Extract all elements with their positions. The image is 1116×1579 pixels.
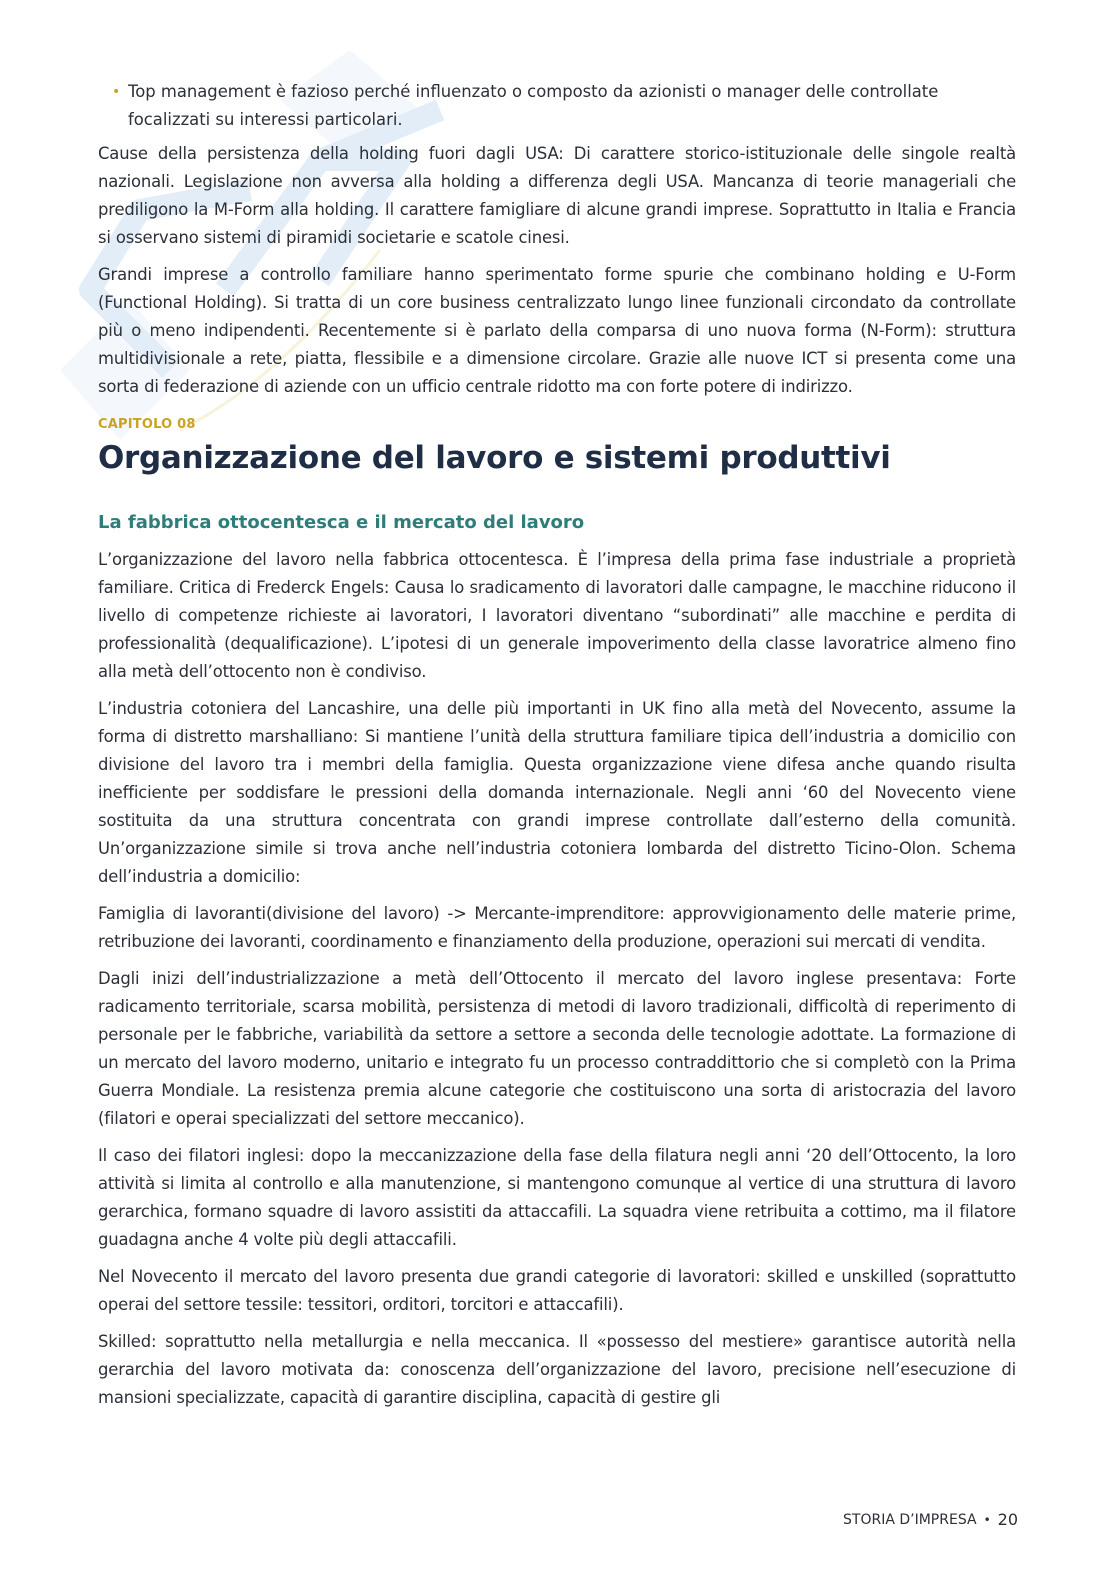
footer-separator: • bbox=[983, 1512, 991, 1527]
page-number: 20 bbox=[997, 1510, 1018, 1529]
body-paragraph: Nel Novecento il mercato del lavoro presenta due grandi categorie di lavoratori: skilled e unskilled (soprattutto operai del settore tessile: tessitori, orditori, torcitori e attaccafili). bbox=[98, 1267, 1016, 1314]
body-paragraph: Cause della persistenza della holding fuori dagli USA: Di carattere storico-istituzionale delle singole realtà nazionali. Legislazione non avversa alla holding a differenza degli USA. Mancanza di teorie manageriali che prediligono la M-Form alla holding. Il carattere famigliare di alcune grandi imprese. Soprattutto in Italia e Francia si osservano sistemi di piramidi societarie e scatole cinesi. bbox=[98, 144, 1016, 247]
body-paragraph: Grandi imprese a controllo familiare hanno sperimentato forme spurie che combinano holding e U-Form (Functional Holding). Si tratta di un core business centralizzato lungo linee funzionali circondato da controllate più o meno indipendenti. Recentemente si è parlato della comparsa di uno nuova forma (N-Form): struttura multidivisionale a rete, piatta, flessibile e a dimensione circolare. Grazie alle nuove ICT si presenta come una sorta di federazione di aziende con un ufficio centrale ridotto ma con forte potere di indirizzo. bbox=[98, 265, 1016, 396]
document-page bbox=[98, 78, 1016, 1421]
bullet-text: Top management è fazioso perché influenzato o composto da azionisti o manager delle controllate focalizzati su interessi particolari. bbox=[128, 82, 939, 129]
chapter-label: CAPITOLO 08 bbox=[98, 417, 196, 432]
body-paragraph: Skilled: soprattutto nella metallurgia e nella meccanica. Il «possesso del mestiere» garantisce autorità nella gerarchia del lavoro motivata da: conoscenza dell’organizzazione del lavoro, precisione nell’esecuzione di mansioni specializzate, capacità di garantire disciplina, capacità di gestire gli bbox=[98, 1332, 1016, 1407]
bullet-dot-icon: • bbox=[112, 84, 121, 100]
section-title: La fabbrica ottocentesca e il mercato del lavoro bbox=[98, 512, 585, 533]
body-paragraph: Dagli inizi dell’industrializzazione a metà dell’Ottocento il mercato del lavoro inglese presentava: Forte radicamento territoriale, scarsa mobilità, persistenza di metodi di lavoro tradizionali, difficoltà di reperimento di personale per le fabbriche, variabilità da settore a settore a seconda delle tecnologie adottate. La formazione di un mercato del lavoro moderno, unitario e integrato fu un processo contraddittorio che si completò con la Prima Guerra Mondiale. La resistenza premia alcune categorie che costituiscono una sorta di aristocrazia del lavoro (filatori e operai specializzati del settore meccanico). bbox=[98, 969, 1016, 1128]
body-paragraph: L’organizzazione del lavoro nella fabbrica ottocentesca. È l’impresa della prima fase industriale a proprietà familiare. Critica di Frederck Engels: Causa lo sradicamento di lavoratori dalle campagne, le macchine riducono il livello di competenze richieste ai lavoratori, I lavoratori diventano “subordinati” alle macchine e perdita di professionalità (dequalificazione). L’ipotesi di un generale impoverimento della classe lavoratrice almeno fino alla metà dell’ottocento non è condiviso. bbox=[98, 550, 1016, 681]
body-paragraph: Famiglia di lavoranti(divisione del lavoro) -> Mercante-imprenditore: approvvigionamento delle materie prime, retribuzione dei lavoranti, coordinamento e finanziamento della produzione, operazioni sui mercati di vendita. bbox=[98, 904, 1016, 951]
body-paragraph: Il caso dei filatori inglesi: dopo la meccanizzazione della fase della filatura negli anni ‘20 dell’Ottocento, la loro attività si limita al controllo e alla manutenzione, si mantengono comunque al vertice di una struttura di lavoro gerarchica, formano squadre di lavoro assistiti da attaccafili. La squadra viene retribuita a cottimo, ma il filatore guadagna anche 4 volte più degli attaccafili. bbox=[98, 1146, 1016, 1249]
chapter-title: Organizzazione del lavoro e sistemi produttivi bbox=[98, 440, 891, 476]
bullet-item bbox=[98, 78, 1016, 134]
body-paragraph: L’industria cotoniera del Lancashire, una delle più importanti in UK fino alla metà del Novecento, assume la forma di distretto marshalliano: Si mantiene l’unità della struttura familiare tipica dell’industria a domicilio con divisione del lavoro tra i membri della famiglia. Questa organizzazione viene difesa anche quando risulta inefficiente per soddisfare le pressioni della domanda internazionale. Negli anni ‘60 del Novecento viene sostituita da una struttura concentrata con grandi imprese controllate dall’esterno della comunità. Un’organizzazione simile si trova anche nell’industria cotoniera lombarda del distretto Ticino-Olon. Schema dell’industria a domicilio: bbox=[98, 699, 1016, 886]
running-title: STORIA D’IMPRESA bbox=[843, 1511, 977, 1528]
page-footer bbox=[843, 1510, 1018, 1529]
